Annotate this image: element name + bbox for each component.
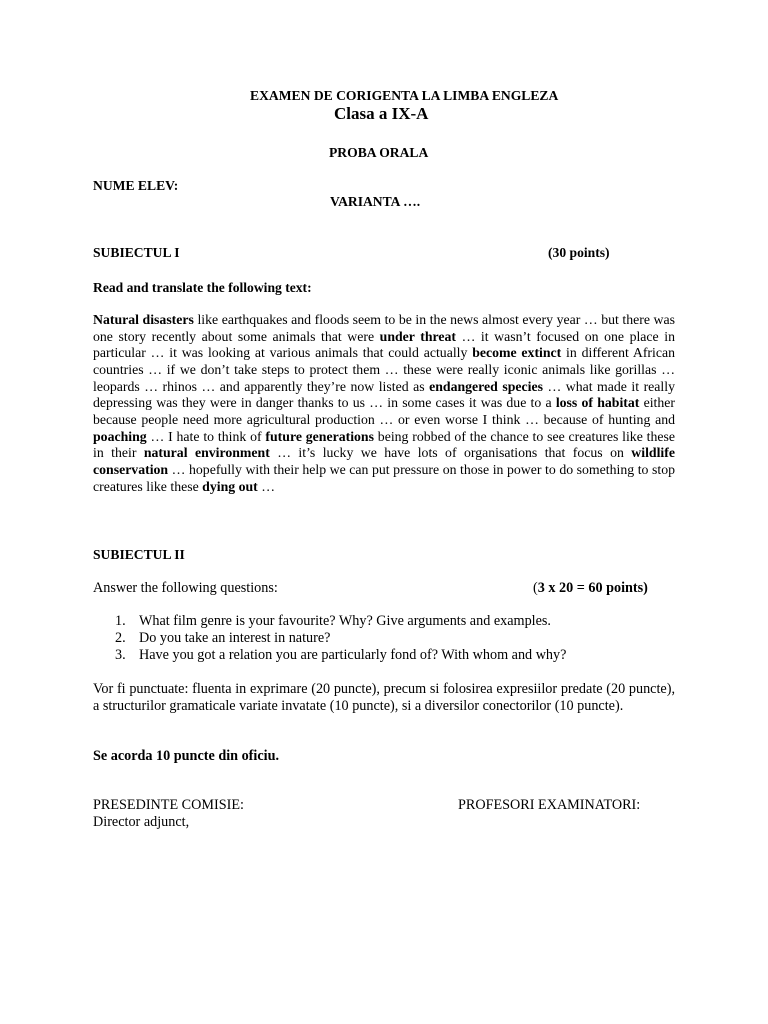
question-number: 2. <box>115 630 126 646</box>
passage-text: like earthquakes and floods seem to be in the news almost every year … but there was one story recently about some animals that were <box>93 312 676 344</box>
key-term: Natural disasters <box>93 312 194 327</box>
variant-label: VARIANTA …. <box>330 194 421 209</box>
reading-passage <box>93 312 675 495</box>
passage-text: … it wasn’t focused on one place in particular … it was looking at various animals that could actually <box>93 328 675 361</box>
key-term: future generations <box>265 428 374 444</box>
passage-text: … what made it really depressing was they were in danger thanks to us … in some cases it was due to a <box>93 378 675 411</box>
question-text: Have you got a relation you are particularly fond of? With whom and why? <box>139 647 567 663</box>
question-text: What film genre is your favourite? Why? Give arguments and examples. <box>139 613 551 629</box>
key-term: natural environment <box>143 445 270 461</box>
subject-1-points: (30 points) <box>548 245 610 260</box>
passage-text: being robbed of the chance to see creatures like these in their <box>93 428 675 461</box>
passage-text: either because people need more agricultural production … or even worse I think … because of hunting and <box>93 395 676 427</box>
subject-1-instruction: Read and translate the following text: <box>93 280 312 295</box>
passage-text: in different African countries … if we don’t take steps to protect them … these were really iconic animals like gorillas … leopards … rhinos … and apparently they’re now listed as <box>93 345 675 394</box>
question-number: 3. <box>115 647 126 663</box>
subject-2-points <box>533 580 648 597</box>
questions-list <box>115 613 567 664</box>
passage-text: … <box>257 478 276 494</box>
commission-president-label: PRESEDINTE COMISIE: <box>93 797 244 813</box>
subject-2-heading: SUBIECTUL II <box>93 547 185 562</box>
key-term: wildlife conservation <box>93 445 675 477</box>
points-bold: 3 x 20 = 60 points) <box>537 580 648 596</box>
class-title: Clasa a IX-A <box>334 104 429 123</box>
proba-heading: PROBA ORALA <box>329 145 429 160</box>
key-term: dying out <box>202 478 258 494</box>
exam-title: EXAMEN DE CORIGENTA LA LIMBA ENGLEZA <box>250 88 559 103</box>
key-term: endangered species <box>429 378 543 394</box>
list-item <box>115 647 567 664</box>
subject-2-instruction: Answer the following questions: <box>93 580 278 596</box>
deputy-director-label: Director adjunct, <box>93 814 190 830</box>
points-prefix: ( <box>533 580 538 596</box>
key-term: under threat <box>379 328 456 344</box>
key-term: loss of habitat <box>555 395 640 411</box>
question-number: 1. <box>115 613 126 629</box>
bonus-points-note: Se acorda 10 puncte din oficiu. <box>93 748 280 764</box>
key-term: poaching <box>93 428 147 444</box>
list-item <box>115 613 566 630</box>
examiners-label: PROFESORI EXAMINATORI: <box>458 797 641 813</box>
grading-criteria: Vor fi punctuate: fluenta in exprimare (20 puncte), precum si folosirea expresiilor predate (20 puncte), a structurilor gramaticale variate invatate (10 puncte), si a diversilor conectorilor (10 puncte). <box>93 681 675 714</box>
passage-text: … I hate to think of <box>146 428 266 444</box>
passage-text: … it’s lucky we have lots of organisations that focus on <box>269 445 632 461</box>
list-item <box>115 630 566 647</box>
question-text: Do you take an interest in nature? <box>139 630 331 646</box>
student-name-label: NUME ELEV: <box>93 178 179 193</box>
subject-1-heading: SUBIECTUL I <box>93 245 180 260</box>
key-term: become extinct <box>472 345 562 361</box>
passage-text: … hopefully with their help we can put pressure on those in power to do something to stop creatures like these <box>93 461 675 494</box>
